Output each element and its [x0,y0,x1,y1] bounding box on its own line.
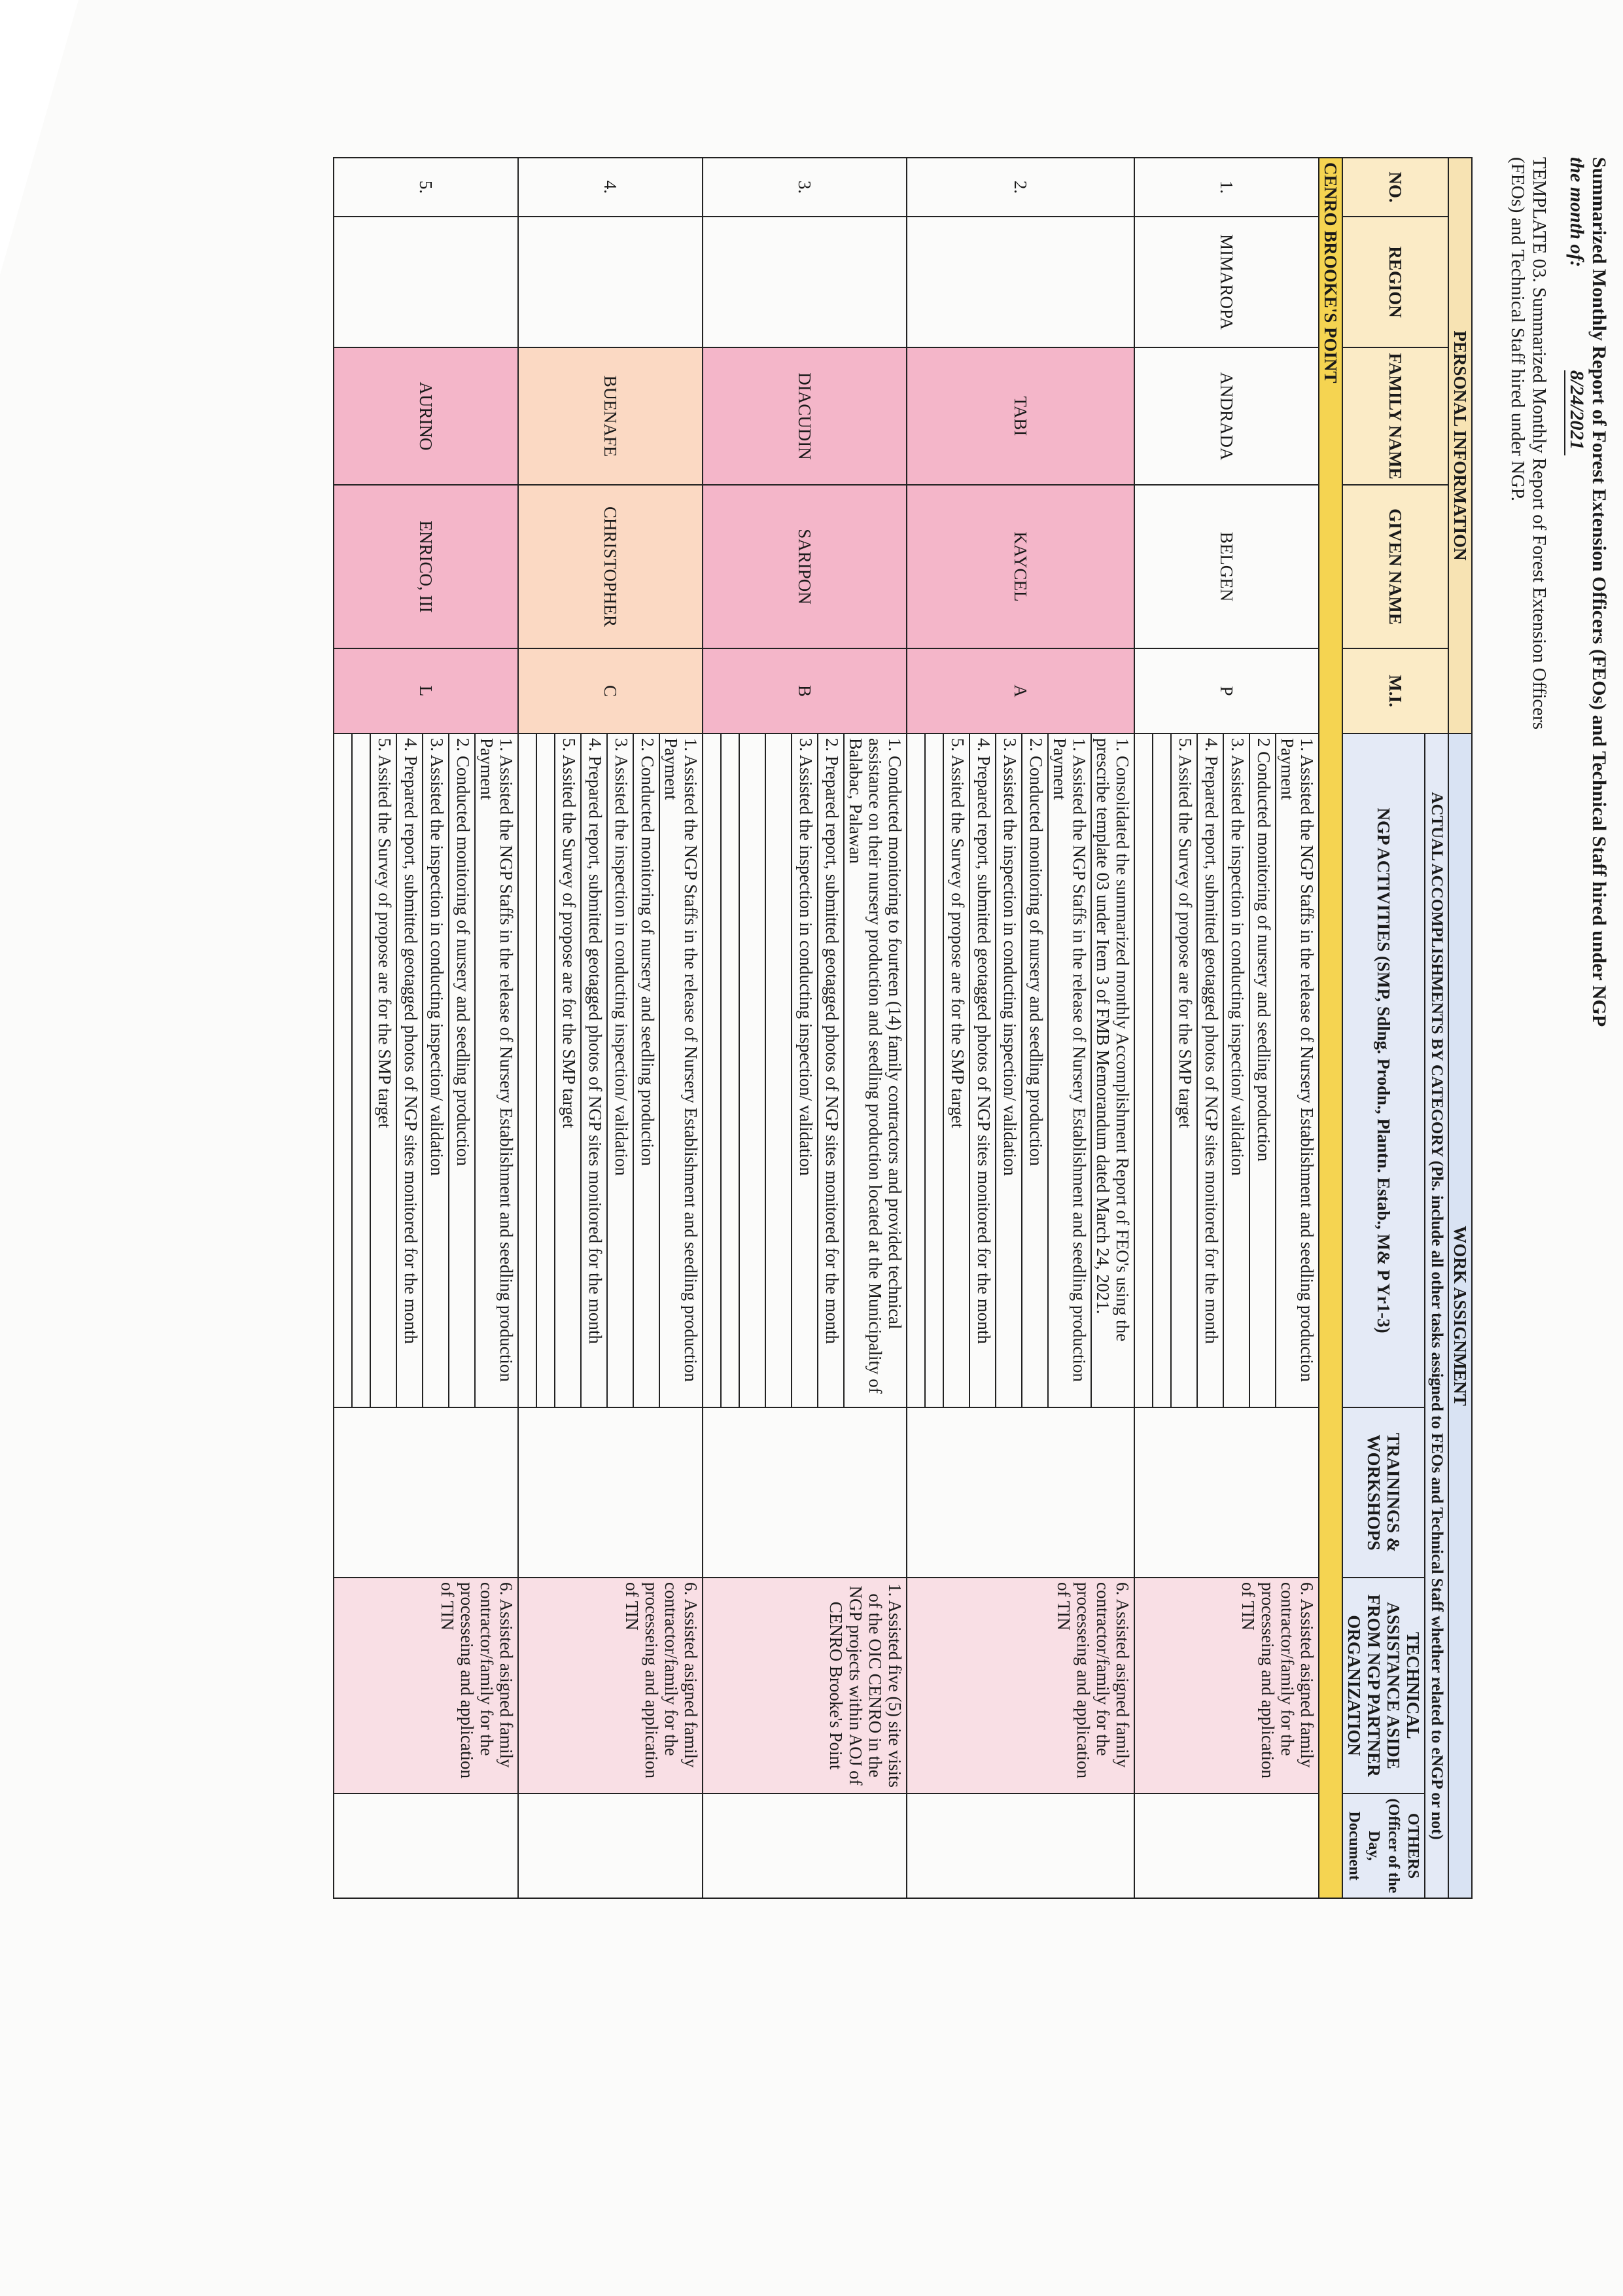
cell-family: TABI [907,347,1134,485]
cell-no: 1. [1134,158,1319,217]
trainings-cell [518,1407,703,1578]
others-cell [518,1793,703,1898]
others-cell [703,1793,907,1898]
table-row [844,158,907,1898]
activity-cell: 2. Prepared report, submitted geotagged photos of NGP sites monitored for the month [818,733,844,1407]
cell-given: BELGEN [1134,485,1319,648]
col-trainings: TRAININGS & WORKSHOPS [1342,1407,1425,1578]
template-line-2: (FEOs) and Technical Staff hired under NGP. [1507,157,1528,502]
activity-cell [536,733,555,1407]
trainings-cell [703,1407,907,1578]
technical-assistance-cell: 6. Assisted asigned family contractor/family for the processeing and application of TIN [518,1578,703,1793]
activity-cell: 1. Assisted the NGP Staffs in the release of Nursery Establishment and seedling production Payment [659,733,703,1407]
personal-info-header: PERSONAL INFORMATION [1448,158,1472,733]
cell-family: BUENAFE [518,347,703,485]
col-given-name: GIVEN NAME [1342,485,1448,648]
cell-no: 3. [703,158,907,217]
activity-cell: 5. Assited the Survey of propose are for the SMP target [555,733,581,1407]
technical-assistance-cell: 1. Assisted five (5) site visits of the OIC CENRO in the NGP projects within AOJ of CENRO Brooke's Point [703,1578,907,1793]
cell-mi: C [518,648,703,733]
cell-region [907,217,1134,347]
others-cell [907,1793,1134,1898]
cell-mi: L [334,648,518,733]
activity-cell [518,733,536,1407]
table-row [1276,158,1319,1898]
cell-given: SARIPON [703,485,907,648]
cell-family: DIACUDIN [703,347,907,485]
activity-cell: 4. Prepared report, submitted geotagged photos of NGP sites monitored for the month [396,733,423,1407]
trainings-cell [1134,1407,1319,1578]
activity-cell [721,733,739,1407]
col-no: NO. [1342,158,1448,217]
activity-cell: 3. Assisted the inspection in conducting inspection/ validation [792,733,818,1407]
cell-region [518,217,703,347]
technical-assistance-cell: 6. Assisted asigned family contractor/family for the processeing and application of TIN [334,1578,518,1793]
activity-cell: 2. Conducted monitoring of nursery and seedling production [633,733,659,1407]
cell-given: KAYCEL [907,485,1134,648]
report-header [1507,157,1610,1400]
report-body [334,158,1342,1898]
activity-cell: 1. Conducted monitoring to fourteen (14) family contractors and provided technical assistance on their nursery production and seedling production located at the Municipality of Balabac, Palawan [844,733,907,1407]
activity-cell: 4. Prepared report, submitted geotagged photos of NGP sites monitored for the month [1197,733,1223,1407]
col-ngp-activities: NGP ACTIVITIES (SMP, Sdlng. Prodn., Plantn. Estab., M& P Yr1-3) [1342,733,1425,1407]
col-others: OTHERS (Officer of the Day, Document [1342,1793,1425,1898]
report-table [333,157,1473,1899]
activity-cell: 3. Assisted the inspection in conducting inspection/ validation [996,733,1022,1407]
cell-region [334,217,518,347]
others-cell [334,1793,518,1898]
activity-cell [925,733,943,1407]
work-assignment-header: WORK ASSIGNMENT [1448,733,1472,1898]
cell-region [703,217,907,347]
activity-cell: 3. Assisted the inspection in conducting inspection/ validation [423,733,449,1407]
activity-cell: 4. Prepared report, submitted geotagged photos of NGP sites monitored for the month [969,733,996,1407]
col-family-name: FAMILY NAME [1342,347,1448,485]
activity-cell: 5. Assited the Survey of propose are for the SMP target [943,733,969,1407]
activity-cell: 1. Assisted the NGP Staffs in the release of Nursery Establishment and seedling production Payment [475,733,518,1407]
cell-given: CHRISTOPHER [518,485,703,648]
month-line [1564,157,1588,1400]
month-value: 8/24/2021 [1564,370,1588,455]
report-title: Summarized Monthly Report of Forest Extension Officers (FEOs) and Technical Staff hired under NGP [1588,157,1610,1027]
activity-cell: 2. Conducted monitoring of nursery and seedling production [449,733,475,1407]
table-row [475,158,518,1898]
template-line-1: TEMPLATE 03. Summarized Monthly Report of Forest Extension Officers [1529,157,1550,730]
month-label: the month of: [1566,157,1588,268]
activity-cell [907,733,925,1407]
trainings-cell [907,1407,1134,1578]
activity-cell: 2. Conducted monitoring of nursery and seedling production [1022,733,1048,1407]
activity-cell: 5. Assited the Survey of propose are for the SMP target [370,733,396,1407]
activity-cell [1153,733,1171,1407]
cell-family: ANDRADA [1134,347,1319,485]
activity-cell [1134,733,1153,1407]
table-row [1091,158,1134,1898]
section-row [1319,158,1342,1898]
cell-no: 2. [907,158,1134,217]
cell-no: 4. [518,158,703,217]
activity-cell [703,733,721,1407]
section-label: CENRO BROOKE'S POINT [1319,158,1342,1898]
technical-assistance-cell: 6. Assisted asigned family contractor/family for the processeing and application of TIN [907,1578,1134,1793]
cell-region: MIMAROPA [1134,217,1319,347]
activity-cell: 5. Assited the Survey of propose are for the SMP target [1171,733,1197,1407]
activity-cell [352,733,370,1407]
activity-cell: 4. Prepared report, submitted geotagged photos of NGP sites monitored for the month [581,733,607,1407]
trainings-cell [334,1407,518,1578]
cell-mi: B [703,648,907,733]
col-actual-accomplishments: ACTUAL ACCOMPLISHMENTS BY CATEGORY (Pls. include all other tasks assigned to FEOs and Technical Staff whether related to eNGP or not) [1425,733,1448,1898]
activity-cell: 2 Conducted monitoring of nursery and seedling production [1249,733,1276,1407]
activity-cell: 1. Consolidated the summarized monthly Accomplishment Report of FEO's using the prescribe template 03 under Item 3 of FMB Memorandum dated March 24, 2021. [1091,733,1134,1407]
cell-mi: P [1134,648,1319,733]
activity-cell: 1. Assisted the NGP Staffs in the release of Nursery Establishment and seedling production Payment [1048,733,1091,1407]
col-region: REGION [1342,217,1448,347]
activity-cell [334,733,352,1407]
col-mi: M.I. [1342,648,1448,733]
cell-no: 5. [334,158,518,217]
others-cell [1134,1793,1319,1898]
activity-cell [765,733,792,1407]
activity-cell: 1. Assisted the NGP Staffs in the release of Nursery Establishment and seedling production Payment [1276,733,1319,1407]
cell-family: AURINO [334,347,518,485]
activity-cell [739,733,765,1407]
table-row [659,158,703,1898]
report-table-container [333,157,1473,1898]
col-technical-assistance: TECHNICAL ASSISTANCE ASIDE FROM NGP PARTNER ORGANIZATION [1342,1578,1425,1793]
cell-given: ENRICO, III [334,485,518,648]
technical-assistance-cell: 6. Assisted asigned family contractor/family for the processeing and application of TIN [1134,1578,1319,1793]
activity-cell: 3. Assisted the inspection in conducting inspection/ validation [607,733,633,1407]
activity-cell: 3. Assisted the inspection in conducting inspection/ validation [1223,733,1249,1407]
cell-mi: A [907,648,1134,733]
